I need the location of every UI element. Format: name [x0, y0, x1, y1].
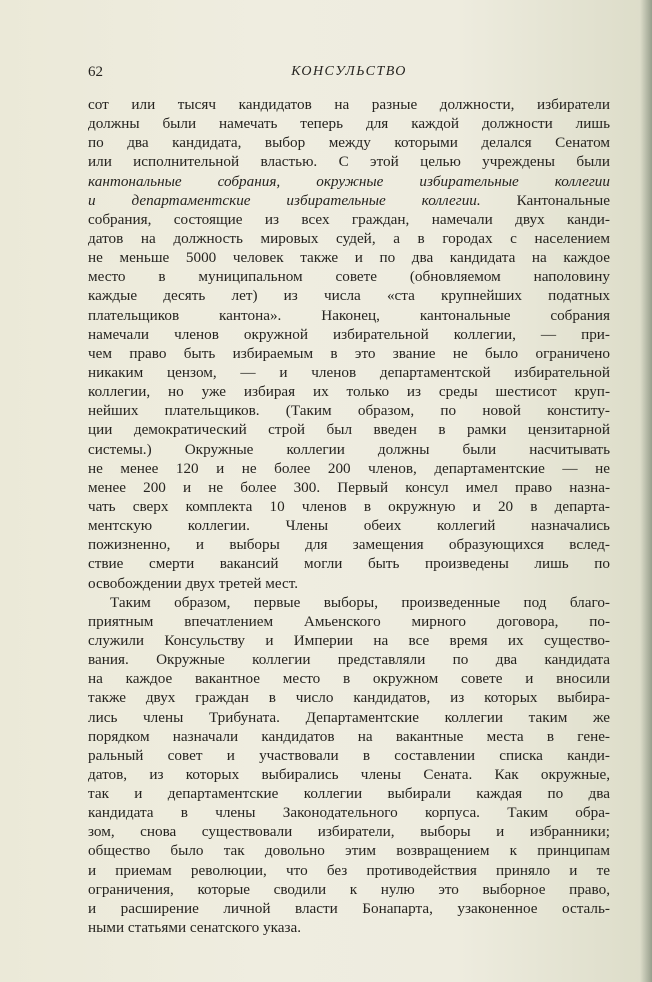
text-line: вания. Окружные коллегии представляли по два кандидата [88, 651, 610, 669]
text-line: служили Консульству и Империи на все время их существо- [88, 631, 610, 649]
text-line: ментскую коллегии. Члены обеих коллегий назначались [88, 517, 610, 535]
plain-text: Кантональные [480, 191, 610, 209]
text-line: коллегии, но уже избирая их только из среды шестисот круп- [88, 383, 610, 401]
text-line: никаким цензом, — и членов департаментской избирательной [88, 363, 610, 381]
text-line: по два кандидата, выбор между которыми делался Сенатом [88, 134, 610, 152]
text-line: и приемам революции, что без противодействия приняло и те [88, 861, 610, 879]
page-number: 62 [88, 64, 103, 80]
text-line: порядком назначали кандидатов на вакантные места в гене- [88, 727, 610, 745]
text-line: приятным впечатлением Амьенского мирного договора, по- [88, 612, 610, 630]
text-line: или исполнительной властью. С этой целью учреждены были [88, 153, 610, 171]
text-line: плательщиков кантона». Наконец, кантональные собрания [88, 306, 610, 324]
text-line: должны были намечать теперь для каждой должности лишь [88, 115, 610, 133]
text-line: зом, снова существовали избиратели, выборы и избранники; [88, 823, 610, 841]
text-line: не меньше 5000 человек также и по два кандидата на каждое [88, 249, 610, 267]
text-line: собрания, состоящие из всех граждан, намечали двух канди- [88, 210, 610, 228]
text-line: освобождении двух третей мест. [88, 574, 299, 592]
text-line: так и департаментские коллегии выбирали каждая по два [88, 785, 610, 803]
text-line: место в муниципальном совете (обновляемом наполовину [88, 268, 610, 286]
text-line: каждые десять лет) из числа «ста крупнейших податных [88, 287, 610, 305]
text-line: ствие смерти вакансий могли быть произведены лишь по [88, 555, 610, 573]
text-line: не менее 120 и не более 200 членов, департаментские — не [88, 459, 610, 477]
text-line [88, 191, 610, 210]
text-line: датов на должность мировых судей, а в городах с населением [88, 229, 610, 247]
page-header [88, 64, 610, 84]
text-line: общество было так довольно этим возвращением к принципам [88, 842, 610, 860]
text-line: ральный совет и участвовали в составлении списка канди- [88, 746, 610, 764]
running-title: КОНСУЛЬСТВО [291, 64, 407, 79]
text-line: кандидата в члены Законодательного корпуса. Таким обра- [88, 804, 610, 822]
text-line: пожизненно, и выборы для замещения образующихся вслед- [88, 536, 610, 554]
text-line: ограничения, которые сводили к нулю это выборное право, [88, 880, 610, 898]
text-line: сот или тысяч кандидатов на разные должности, избиратели [88, 96, 610, 113]
text-line: намечали членов окружной избирательной коллегии, — при- [88, 325, 610, 343]
text-line: чем право быть избираемым в это звание не было ограничено [88, 344, 610, 362]
text-line: и расширение личной власти Бонапарта, узаконенное осталь- [88, 899, 610, 917]
text-line: Таким образом, первые выборы, произведенные под благо- [110, 593, 610, 611]
text-line: ными статьями сенатского указа. [88, 919, 302, 937]
text-line: менее 200 и не более 300. Первый консул имел право назна- [88, 478, 610, 496]
body-text [88, 95, 610, 937]
text-line: лись члены Трибуната. Департаментские коллегии таким же [88, 708, 610, 726]
text-line: кантональные собрания, окружные избирательные коллегии [88, 172, 610, 190]
text-line: также двух граждан в число кандидатов, из которых выбира- [88, 689, 610, 707]
text-line: системы.) Окружные коллегии должны были насчитывать [88, 440, 610, 458]
text-line: нейших плательщиков. (Таким образом, по новой конститу- [88, 402, 610, 420]
text-line: ции демократический строй был введен в рамки цензитарной [88, 421, 610, 439]
page-edge-shadow [640, 0, 652, 982]
text-line: датов, из которых выбирались члены Сената. Как окружные, [88, 765, 610, 783]
text-line: на каждое вакантное место в окружном совете и вносили [88, 670, 610, 688]
italic-term: и департаментские избирательные коллегии. [88, 191, 481, 209]
text-line: чать сверх комплекта 10 членов в окружную и 20 в департа- [88, 497, 610, 515]
